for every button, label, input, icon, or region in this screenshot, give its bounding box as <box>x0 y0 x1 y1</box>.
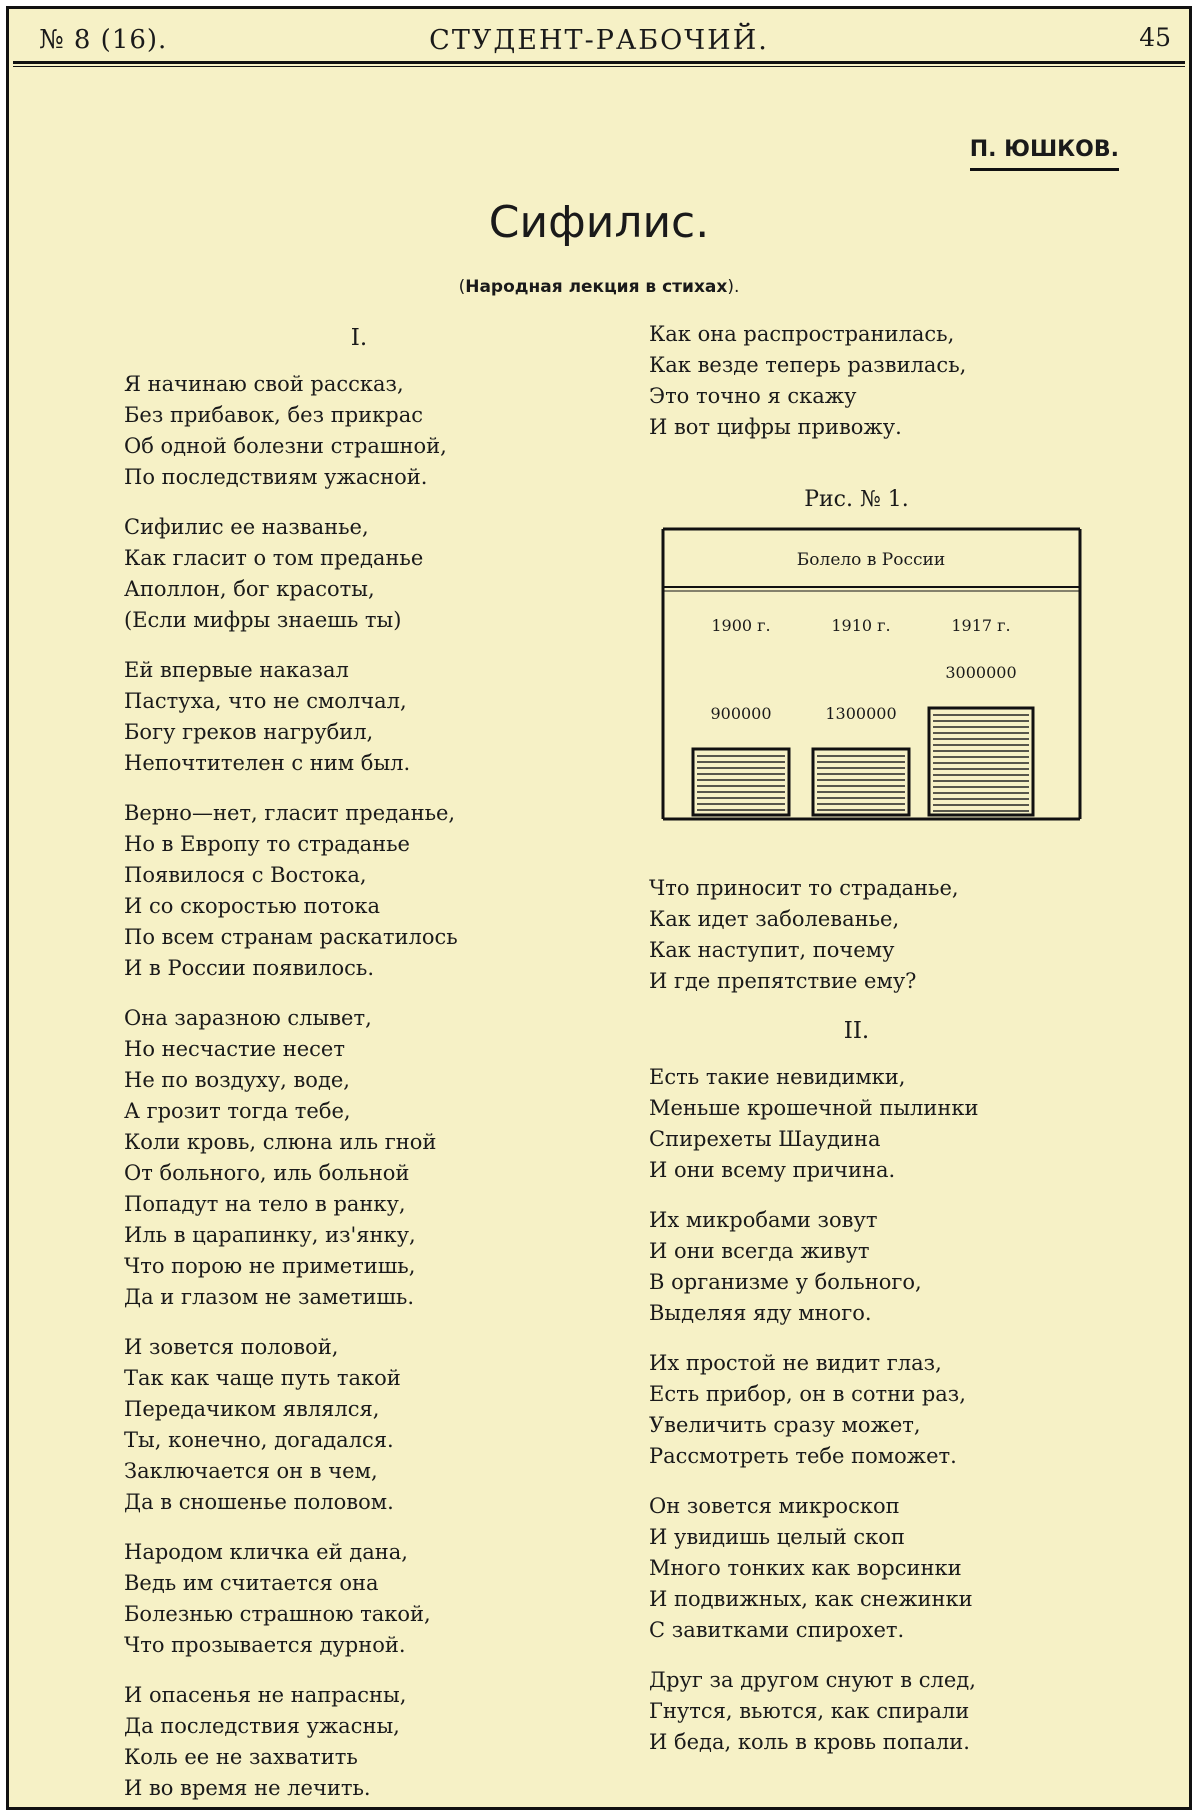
verse-line: Спирехеты Шаудина <box>649 1127 881 1151</box>
chart-value-label: 900000 <box>710 704 772 723</box>
verse-line: Много тонких как ворсинки <box>649 1556 962 1580</box>
stanza <box>124 1003 594 1313</box>
verse-line: Коль ее не захватить <box>124 1745 358 1769</box>
subtitle-open: ( <box>458 277 466 297</box>
section-heading-1: I. <box>350 325 368 351</box>
stanza <box>124 1680 594 1804</box>
verse-line: И во время не лечить. <box>124 1776 371 1800</box>
verse-line: Аполлон, бог красоты, <box>124 577 375 601</box>
verse-line: Да последствия ужасны, <box>124 1714 400 1738</box>
verse-line: Верно—нет, гласит преданье, <box>124 801 456 825</box>
verse-line: Как везде теперь развилась, <box>649 353 967 377</box>
stanza <box>124 512 594 636</box>
chart-bar <box>813 749 909 815</box>
stanza <box>124 655 594 779</box>
verse-line: Как она распространилась, <box>649 322 955 346</box>
stanza <box>649 1205 1064 1329</box>
chart-bar-outline <box>693 749 789 815</box>
verse-line: Так как чаще путь такой <box>124 1366 401 1390</box>
verse-line: Ведь им считается она <box>124 1571 379 1595</box>
verse-line: Как гласит о том преданье <box>124 546 424 570</box>
header-rule-thin <box>13 66 1185 67</box>
stanza <box>124 1332 594 1518</box>
stanza <box>649 319 1064 443</box>
verse-line: Рассмотреть тебе поможет. <box>649 1444 957 1468</box>
verse-line: Что порою не приметишь, <box>124 1254 416 1278</box>
stanza <box>124 369 594 493</box>
verse-line: Выделяя яду много. <box>649 1301 872 1325</box>
verse-line: Народом кличка ей дана, <box>124 1540 408 1564</box>
verse-line: И они всегда живут <box>649 1239 870 1263</box>
verse-line: Меньше крошечной пылинки <box>649 1096 979 1120</box>
verse-line: Он зовется микроскоп <box>649 1494 900 1518</box>
stanza <box>649 873 1064 997</box>
verse-line: Друг за другом снуют в след, <box>649 1668 976 1692</box>
verse-line: Появилося с Востока, <box>124 863 367 887</box>
figure-caption: Рис. № 1. <box>804 487 909 512</box>
verse-line: И зовется половой, <box>124 1335 339 1359</box>
verse-line: Передачиком являлся, <box>124 1397 380 1421</box>
verse-line: И подвижных, как снежинки <box>649 1587 973 1611</box>
verse-line: Есть прибор, он в сотни раз, <box>649 1382 966 1406</box>
page-number: 45 <box>1139 23 1171 52</box>
subtitle-close: ). <box>727 277 740 297</box>
stanza <box>649 1491 1064 1646</box>
chart-value-label: 3000000 <box>945 663 1017 682</box>
verse-line: Как наступит, почему <box>649 938 895 962</box>
chart-title: Болело в России <box>796 550 946 570</box>
verse-line: Что прозывается дурной. <box>124 1633 406 1657</box>
verse-line: Есть такие невидимки, <box>649 1065 906 1089</box>
verse-line: А грозит тогда тебе, <box>124 1099 351 1123</box>
verse-line: Коли кровь, слюна иль гной <box>124 1130 437 1154</box>
verse-line: И опасенья не напрасны, <box>124 1683 407 1707</box>
verse-line: Без прибавок, без прикрас <box>124 403 424 427</box>
article-author: П. ЮШКОВ. <box>970 137 1119 171</box>
verse-line: От больного, иль больной <box>124 1161 410 1185</box>
section-heading-2: II. <box>843 1018 870 1044</box>
chart-category-label: 1900 г. <box>711 616 771 635</box>
magazine-page <box>6 6 1192 1810</box>
verse-line: По всем странам раскатилось <box>124 925 458 949</box>
stanza <box>124 798 594 984</box>
verse-line: И вот цифры привожу. <box>649 415 902 439</box>
right-top-stanza-block <box>649 319 1064 443</box>
verse-line: И где препятствие ему? <box>649 969 917 993</box>
chart-value-label: 1300000 <box>825 704 897 723</box>
subtitle-text: Народная лекция в стихах <box>465 277 728 297</box>
verse-line: Попадут на тело в ранку, <box>124 1192 406 1216</box>
verse-line: Пастуха, что не смолчал, <box>124 689 407 713</box>
article-title: Сифилис. <box>488 197 710 248</box>
verse-line: Гнутся, вьются, как спирали <box>649 1699 970 1723</box>
verse-line: Болезнью страшною такой, <box>124 1602 431 1626</box>
verse-line: И они всему причина. <box>649 1158 896 1182</box>
chart-bar <box>929 708 1033 815</box>
syphilis-cases-chart <box>661 527 1082 821</box>
header-rule <box>13 61 1185 64</box>
verse-line: Непочтителен с ним был. <box>124 751 411 775</box>
chart-bar <box>693 749 789 815</box>
verse-line: Она заразною слывет, <box>124 1006 372 1030</box>
verse-line: И увидишь целый скоп <box>649 1525 905 1549</box>
stanza <box>649 1062 1064 1186</box>
verse-line: Заключается он в чем, <box>124 1459 378 1483</box>
verse-line: Что приносит то страданье, <box>649 876 959 900</box>
stanza <box>124 1537 594 1661</box>
verse-line: Их микробами зовут <box>649 1208 878 1232</box>
verse-line: Как идет заболеванье, <box>649 907 900 931</box>
verse-line: Это точно я скажу <box>649 384 857 408</box>
verse-line: Да и глазом не заметишь. <box>124 1285 414 1309</box>
verse-line: В организме у больного, <box>649 1270 922 1294</box>
verse-line: Я начинаю свой рассказ, <box>124 372 404 396</box>
verse-line: Но в Европу то страданье <box>124 832 410 856</box>
stanza <box>649 1348 1064 1472</box>
verse-line: Не по воздуху, воде, <box>124 1068 350 1092</box>
issue-number: № 8 (16). <box>39 25 168 55</box>
verse-line: По последствиям ужасной. <box>124 465 428 489</box>
left-column <box>124 319 594 1810</box>
article-subtitle <box>9 277 1189 297</box>
verse-line: И беда, коль в кровь попали. <box>649 1730 970 1754</box>
verse-line: С завитками спирохет. <box>649 1618 905 1642</box>
chart-category-label: 1910 г. <box>831 616 891 635</box>
verse-line: Богу греков нагрубил, <box>124 720 374 744</box>
verse-line: Да в сношенье половом. <box>124 1490 394 1514</box>
right-bottom-block <box>649 873 1064 1758</box>
journal-title: СТУДЕНТ-РАБОЧИЙ. <box>429 25 769 56</box>
chart-bar-outline <box>813 749 909 815</box>
verse-line: (Если мифры знаешь ты) <box>124 608 402 632</box>
verse-line: Сифилис ее названье, <box>124 515 369 539</box>
verse-line: Об одной болезни страшной, <box>124 434 447 458</box>
verse-line: И со скоростью потока <box>124 894 380 918</box>
page-header <box>9 9 1189 67</box>
chart-category-label: 1917 г. <box>951 616 1011 635</box>
verse-line: И в России появилось. <box>124 956 375 980</box>
verse-line: Иль в царапинку, из'янку, <box>124 1223 416 1247</box>
verse-line: Ты, конечно, догадался. <box>124 1428 394 1452</box>
verse-line: Их простой не видит глаз, <box>649 1351 942 1375</box>
verse-line: Ей впервые наказал <box>124 658 349 682</box>
stanza <box>649 1665 1064 1758</box>
verse-line: Увеличить сразу может, <box>649 1413 921 1437</box>
verse-line: Но несчастие несет <box>124 1037 345 1061</box>
chart-marks <box>693 616 1033 815</box>
